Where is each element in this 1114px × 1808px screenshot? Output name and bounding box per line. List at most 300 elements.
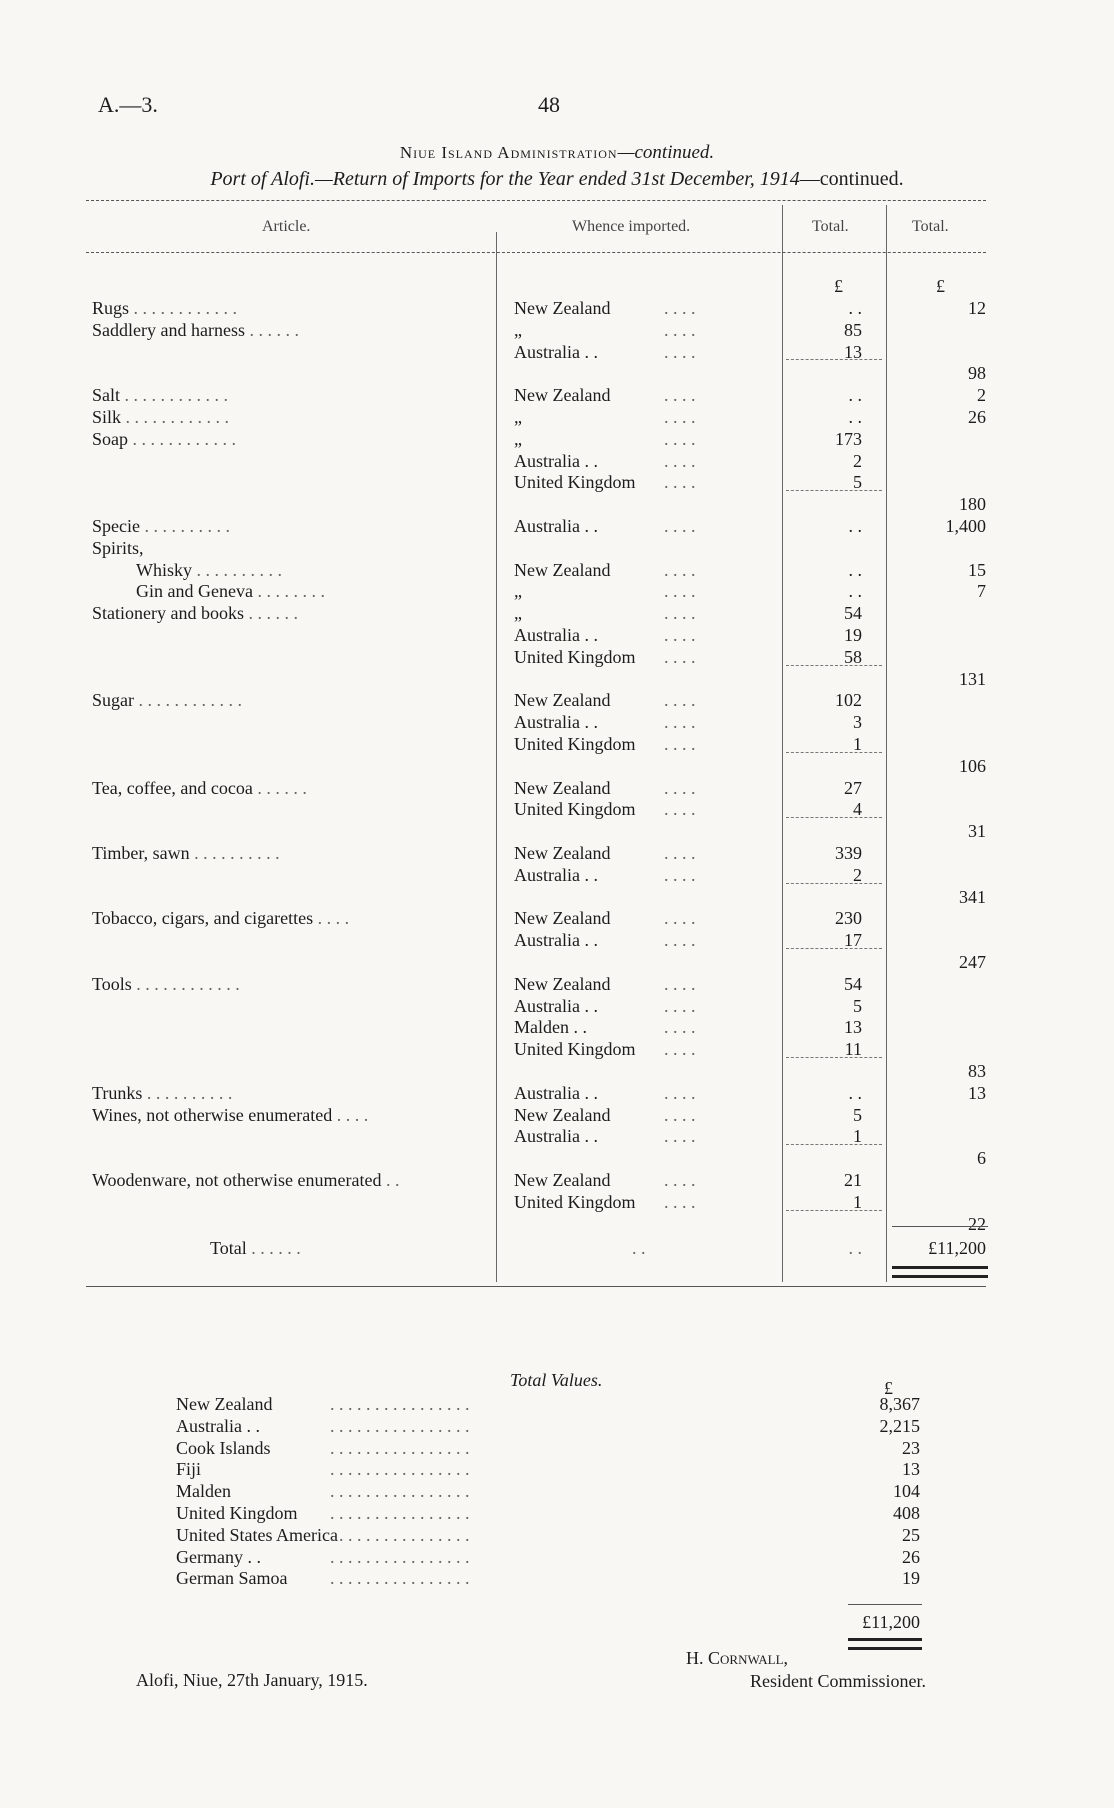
whence-name: United Kingdom — [514, 734, 636, 754]
total-1-value: 13 — [844, 1017, 862, 1037]
total-1-value: . . — [848, 560, 862, 580]
total-2-value: 26 — [968, 407, 986, 427]
table-row — [0, 1126, 1114, 1148]
whence-name: Australia . . — [514, 342, 598, 362]
signatory-name: H. Cornwall, — [686, 1648, 789, 1668]
whence-name: Australia . . — [514, 1126, 598, 1146]
whence-cell — [514, 342, 696, 363]
article-dots: . . . . . . . . — [252, 581, 325, 601]
article-name: Silk — [92, 407, 122, 427]
table-row — [0, 385, 1114, 407]
whence-cell — [514, 581, 696, 602]
whence-cell — [514, 778, 696, 799]
article-dots: . . . . . . . . . . . . — [134, 690, 242, 710]
whence-cell — [514, 1105, 696, 1126]
article-cell — [92, 429, 236, 450]
total-1-value: 5 — [853, 1105, 862, 1125]
total-1-value: 102 — [835, 690, 862, 710]
article-name: Timber, sawn — [92, 843, 190, 863]
table-row — [0, 996, 1114, 1018]
subtotal-rule — [786, 948, 882, 949]
whence-name: United Kingdom — [514, 1039, 636, 1059]
whence-name: New Zealand — [514, 908, 611, 928]
total-1-value: 17 — [844, 930, 862, 950]
whence-cell — [514, 930, 696, 951]
whence-dots: . . . . — [664, 930, 696, 950]
whence-dots: . . . . — [664, 298, 696, 318]
whence-name: „ — [514, 429, 522, 449]
leader-dots: . . . . . . . . . . . . . . . . — [330, 1481, 470, 1501]
subtotal-rule — [786, 1057, 882, 1058]
whence-name: Australia . . — [514, 865, 598, 885]
grand-total-label — [210, 1238, 301, 1259]
table-row — [0, 1214, 1114, 1236]
whence-dots: . . . . — [664, 712, 696, 732]
administration-name: Niue Island Administration — [399, 143, 618, 162]
table-row — [0, 451, 1114, 473]
article-name: Tools — [92, 974, 132, 994]
table-row — [0, 363, 1114, 385]
grand-total-t1: . . — [848, 1238, 862, 1258]
grand-total-label-text: Total — [210, 1238, 247, 1258]
subtotal-rule — [786, 1210, 882, 1211]
whence-name: United Kingdom — [514, 799, 636, 819]
total-2-value: 247 — [959, 952, 986, 972]
grand-total-rule — [892, 1226, 988, 1227]
total-values-row — [0, 1503, 1114, 1525]
total-2-value: 22 — [968, 1214, 986, 1234]
article-cell — [136, 581, 325, 602]
whence-cell — [514, 451, 696, 472]
subtotal-rule — [786, 359, 882, 360]
total-1-value: 5 — [853, 472, 862, 492]
table-row — [0, 320, 1114, 342]
article-cell — [92, 603, 298, 624]
table-row — [0, 494, 1114, 516]
whence-cell — [514, 974, 696, 995]
total-1-value: 1 — [853, 734, 862, 754]
whence-cell — [514, 734, 696, 755]
total-1-value: . . — [848, 385, 862, 405]
whence-cell — [514, 1126, 696, 1147]
subtotal-rule — [786, 490, 882, 491]
whence-name: New Zealand — [514, 560, 611, 580]
leader-dots: . . . . . . . . . . . . . . . . — [330, 1547, 470, 1567]
whence-name: Australia . . — [514, 516, 598, 536]
total-1-value: 19 — [844, 625, 862, 645]
article-dots: . . . . . . — [252, 778, 307, 798]
whence-dots: . . . . — [664, 451, 696, 471]
whence-dots: . . . . — [664, 429, 696, 449]
whence-dots: . . . . — [664, 1192, 696, 1212]
table-row — [0, 538, 1114, 560]
country-name: New Zealand — [176, 1394, 273, 1414]
whence-cell — [514, 865, 696, 886]
article-cell — [136, 560, 282, 581]
article-cell — [92, 908, 349, 929]
total-2-value: 180 — [959, 494, 986, 514]
article-cell — [92, 1083, 232, 1104]
article-cell — [92, 407, 229, 428]
whence-name: United Kingdom — [514, 1192, 636, 1212]
table-row — [0, 908, 1114, 930]
column-header-whence: Whence imported. — [572, 218, 691, 235]
article-name: Saddlery and harness — [92, 320, 245, 340]
whence-name: New Zealand — [514, 385, 611, 405]
whence-dots: . . . . — [664, 560, 696, 580]
subtotal-rule — [786, 883, 882, 884]
whence-cell — [514, 908, 696, 929]
leader-dots: . . . . . . . . . . . . . . . . — [330, 1394, 470, 1414]
article-dots: . . . . . . . . . . . . — [131, 974, 240, 994]
table-row — [0, 560, 1114, 582]
country-value: 2,215 — [879, 1416, 920, 1436]
table-row — [0, 799, 1114, 821]
subtotal-rule — [786, 665, 882, 666]
article-name: Woodenware, not otherwise enumerated — [92, 1170, 382, 1190]
article-name: Whisky — [136, 560, 192, 580]
article-name: Spirits, — [92, 538, 144, 558]
total-1-value: . . — [848, 581, 862, 601]
total-1-value: 54 — [844, 603, 862, 623]
whence-cell — [514, 603, 696, 624]
article-cell — [92, 843, 280, 864]
total-1-value: 173 — [835, 429, 862, 449]
table-row — [0, 1061, 1114, 1083]
whence-name: Australia . . — [514, 451, 598, 471]
whence-dots: . . . . — [664, 342, 696, 362]
table-row — [0, 1148, 1114, 1170]
total-2-value: 13 — [968, 1083, 986, 1103]
whence-cell — [514, 320, 696, 341]
article-dots: . . — [381, 1170, 400, 1190]
country-name: Germany . . — [176, 1547, 261, 1567]
total-values-sum: £11,200 — [862, 1612, 920, 1632]
whence-name: Australia . . — [514, 996, 598, 1016]
table-row — [0, 407, 1114, 429]
article-dots: . . . . . . — [244, 320, 299, 340]
column-header-article: Article. — [262, 218, 311, 235]
whence-dots: . . . . — [664, 581, 696, 601]
total-2-value: 1,400 — [945, 516, 986, 536]
total-1-value: 58 — [844, 647, 862, 667]
whence-name: New Zealand — [514, 1105, 611, 1125]
whence-name: United Kingdom — [514, 472, 636, 492]
column-header-total-1: Total. — [812, 218, 849, 235]
table-row — [0, 342, 1114, 364]
article-dots: . . . . — [313, 908, 350, 928]
grand-total-row — [0, 1238, 1114, 1260]
leader-dots: . . . . . . . . . . . . . . . . — [330, 1438, 470, 1458]
whence-dots: . . . . — [664, 385, 696, 405]
grand-total-from: . . — [632, 1238, 646, 1258]
whence-name: New Zealand — [514, 843, 611, 863]
article-name: Tobacco, cigars, and cigarettes — [92, 908, 314, 928]
total-2-value: 2 — [977, 385, 986, 405]
whence-dots: . . . . — [664, 974, 696, 994]
total-values-double-rule — [848, 1638, 922, 1650]
total-values-row — [0, 1568, 1114, 1590]
whence-dots: . . . . — [664, 603, 696, 623]
total-values-row — [0, 1459, 1114, 1481]
whence-cell — [514, 712, 696, 733]
whence-name: United Kingdom — [514, 647, 636, 667]
whence-cell — [514, 996, 696, 1017]
whence-name: New Zealand — [514, 778, 611, 798]
country-name: United Kingdom — [176, 1503, 298, 1523]
total-1-value: 2 — [853, 451, 862, 471]
title-continued: —continued. — [617, 142, 715, 163]
table-row — [0, 734, 1114, 756]
table-row — [0, 712, 1114, 734]
whence-cell — [514, 647, 696, 668]
table-row — [0, 1105, 1114, 1127]
article-cell — [92, 974, 240, 995]
whence-cell — [514, 625, 696, 646]
total-2-value: 341 — [959, 887, 986, 907]
table-row — [0, 1039, 1114, 1061]
table-row — [0, 516, 1114, 538]
whence-cell — [514, 1170, 696, 1191]
whence-cell — [514, 843, 696, 864]
whence-cell — [514, 799, 696, 820]
currency-symbol-1: £ — [834, 276, 843, 296]
total-2-value: 7 — [977, 581, 986, 601]
total-2-value: 83 — [968, 1061, 986, 1081]
whence-name: Malden . . — [514, 1017, 587, 1037]
article-name: Stationery and books — [92, 603, 244, 623]
country-value: 408 — [893, 1503, 920, 1523]
leader-dots: . . . . . . . . . . . . . . . . — [330, 1525, 470, 1545]
total-values-rule — [848, 1604, 922, 1605]
table-row — [0, 756, 1114, 778]
whence-name: „ — [514, 320, 522, 340]
article-name: Rugs — [92, 298, 130, 318]
article-cell — [92, 538, 144, 559]
table-row — [0, 887, 1114, 909]
total-2-value: 106 — [959, 756, 986, 776]
administration-title — [0, 142, 1114, 164]
total-values-row — [0, 1416, 1114, 1438]
table-row — [0, 821, 1114, 843]
table-row — [0, 843, 1114, 865]
whence-dots: . . . . — [664, 799, 696, 819]
total-values-row — [0, 1394, 1114, 1416]
total-1-value: 85 — [844, 320, 862, 340]
country-name: Australia . . — [176, 1416, 260, 1436]
total-values-row — [0, 1547, 1114, 1569]
whence-dots: . . . . — [664, 647, 696, 667]
article-cell — [92, 1170, 399, 1191]
grand-total-double-rule — [892, 1266, 988, 1278]
grand-total-value: £11,200 — [928, 1238, 986, 1258]
article-dots: . . . . . . . . . . . . — [128, 429, 236, 449]
total-values-row — [0, 1438, 1114, 1460]
currency-symbol-2: £ — [936, 276, 945, 296]
article-dots: . . . . . . . . . . . . — [120, 385, 229, 405]
whence-dots: . . . . — [664, 407, 696, 427]
total-1-value: 21 — [844, 1170, 862, 1190]
article-dots: . . . . — [332, 1105, 369, 1125]
country-name: United States America — [176, 1525, 338, 1545]
article-name: Tea, coffee, and cocoa — [92, 778, 253, 798]
total-2-value: 31 — [968, 821, 986, 841]
total-2-value: 12 — [968, 298, 986, 318]
whence-dots: . . . . — [664, 908, 696, 928]
return-title-continued: —continued. — [799, 168, 904, 190]
table-row — [0, 930, 1114, 952]
table-top-rule — [86, 200, 986, 201]
article-dots: . . . . . . . . . . . . — [121, 407, 230, 427]
table-row — [0, 1170, 1114, 1192]
table-row — [0, 974, 1114, 996]
whence-name: „ — [514, 603, 522, 623]
whence-cell — [514, 472, 696, 493]
whence-name: Australia . . — [514, 625, 598, 645]
total-1-value: 13 — [844, 342, 862, 362]
article-dots: . . . . . . . . . . — [189, 843, 280, 863]
total-1-value: 339 — [835, 843, 862, 863]
total-1-value: . . — [848, 516, 862, 536]
article-name: Sugar — [92, 690, 134, 710]
subtotal-rule — [786, 1144, 882, 1145]
whence-cell — [514, 1017, 696, 1038]
whence-name: „ — [514, 407, 522, 427]
total-1-value: . . — [848, 298, 862, 318]
whence-dots: . . . . — [664, 996, 696, 1016]
table-row — [0, 472, 1114, 494]
whence-cell — [514, 1192, 696, 1213]
country-value: 13 — [902, 1459, 920, 1479]
country-value: 19 — [902, 1568, 920, 1588]
total-1-value: 5 — [853, 996, 862, 1016]
country-name: Malden — [176, 1481, 231, 1501]
signatory-title: Resident Commissioner. — [750, 1671, 927, 1691]
article-cell — [92, 778, 307, 799]
whence-dots: . . . . — [664, 1017, 696, 1037]
leader-dots: . . . . . . . . . . . . . . . . — [330, 1459, 470, 1479]
total-1-value: 1 — [853, 1126, 862, 1146]
article-name: Trunks — [92, 1083, 143, 1103]
article-name: Wines, not otherwise enumerated — [92, 1105, 333, 1125]
table-row — [0, 1083, 1114, 1105]
table-row — [0, 865, 1114, 887]
country-name: Cook Islands — [176, 1438, 271, 1458]
country-name: German Samoa — [176, 1568, 288, 1588]
total-values-row — [0, 1525, 1114, 1547]
country-value: 23 — [902, 1438, 920, 1458]
whence-dots: . . . . — [664, 778, 696, 798]
total-1-value: 230 — [835, 908, 862, 928]
whence-dots: . . . . — [664, 1039, 696, 1059]
total-1-value: 1 — [853, 1192, 862, 1212]
table-row — [0, 690, 1114, 712]
whence-dots: . . . . — [664, 625, 696, 645]
country-value: 8,367 — [879, 1394, 920, 1414]
total-1-value: 2 — [853, 865, 862, 885]
total-2-value: 15 — [968, 560, 986, 580]
subtotal-rule — [786, 817, 882, 818]
page-number: 48 — [538, 92, 560, 117]
article-cell — [92, 690, 242, 711]
whence-name: Australia . . — [514, 712, 598, 732]
whence-name: New Zealand — [514, 298, 611, 318]
table-row — [0, 298, 1114, 320]
country-name: Fiji — [176, 1459, 202, 1479]
whence-name: Australia . . — [514, 930, 598, 950]
whence-name: New Zealand — [514, 690, 611, 710]
whence-dots: . . . . — [664, 1126, 696, 1146]
total-1-value: 3 — [853, 712, 862, 732]
leader-dots: . . . . . . . . . . . . . . . . — [330, 1568, 470, 1588]
article-name: Soap — [92, 429, 128, 449]
total-2-value: 6 — [977, 1148, 986, 1168]
country-value: 104 — [893, 1481, 920, 1501]
table-row — [0, 603, 1114, 625]
whence-name: „ — [514, 581, 522, 601]
column-header-total-2: Total. — [912, 218, 949, 235]
article-name: Specie — [92, 516, 140, 536]
return-title — [0, 168, 1114, 191]
whence-dots: . . . . — [664, 865, 696, 885]
whence-name: New Zealand — [514, 974, 611, 994]
leader-dots: . . . . . . . . . . . . . . . . — [330, 1503, 470, 1523]
table-row — [0, 625, 1114, 647]
article-dots: . . . . . . . . . . — [142, 1083, 233, 1103]
place-and-date: Alofi, Niue, 27th January, 1915. — [136, 1670, 368, 1690]
article-cell — [92, 320, 299, 341]
table-row — [0, 1192, 1114, 1214]
article-name: Gin and Geneva — [136, 581, 253, 601]
article-dots: . . . . . . . . . . — [192, 560, 282, 580]
whence-dots: . . . . — [664, 516, 696, 536]
table-row — [0, 669, 1114, 691]
header-bottom-rule — [86, 252, 986, 253]
whence-cell — [514, 407, 696, 428]
total-1-value: 4 — [853, 799, 862, 819]
whence-cell — [514, 385, 696, 406]
whence-cell — [514, 690, 696, 711]
total-values-title: Total Values. — [510, 1370, 603, 1390]
whence-name: Australia . . — [514, 1083, 598, 1103]
article-dots: . . . . . . . . . . — [139, 516, 230, 536]
country-value: 26 — [902, 1547, 920, 1567]
total-values-row — [0, 1481, 1114, 1503]
table-row — [0, 429, 1114, 451]
leader-dots: . . . . . . . . . . . . . . . . — [330, 1416, 470, 1436]
table-row — [0, 952, 1114, 974]
article-cell — [92, 516, 230, 537]
article-cell — [92, 298, 237, 319]
table-row — [0, 1017, 1114, 1039]
return-title-text: Port of Alofi.—Return of Imports for the Year ended 31st December, 1914 — [210, 168, 800, 190]
total-values-currency: £ — [884, 1378, 893, 1398]
table-row — [0, 778, 1114, 800]
whence-dots: . . . . — [664, 734, 696, 754]
table-row — [0, 647, 1114, 669]
article-cell — [92, 385, 228, 406]
whence-name: New Zealand — [514, 1170, 611, 1190]
whence-cell — [514, 1083, 696, 1104]
total-1-value: 11 — [844, 1039, 862, 1059]
total-2-value: 131 — [959, 669, 986, 689]
whence-cell — [514, 516, 696, 537]
article-cell — [92, 1105, 368, 1126]
article-name: Salt — [92, 385, 121, 405]
total-1-value: 27 — [844, 778, 862, 798]
whence-cell — [514, 298, 696, 319]
whence-dots: . . . . — [664, 472, 696, 492]
